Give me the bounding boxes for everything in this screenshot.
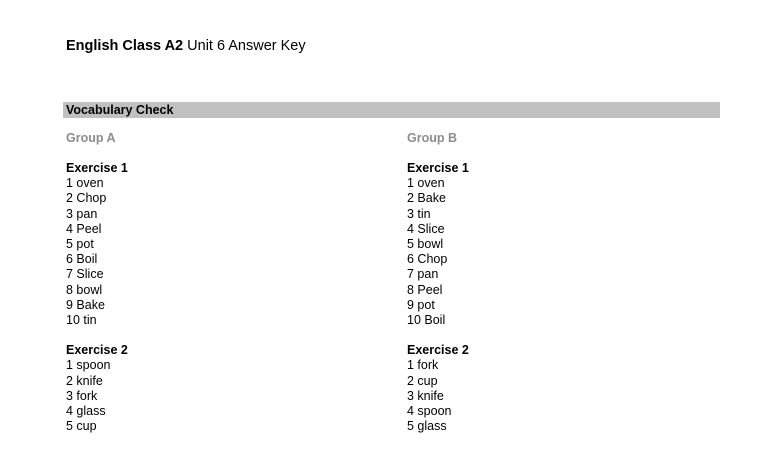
answer-line: 4 glass <box>66 404 106 419</box>
group-a-column <box>66 131 128 449</box>
answer-line: 5 bowl <box>407 237 444 252</box>
exercise-title: Exercise 2 <box>407 343 469 358</box>
exercise-title: Exercise 2 <box>66 343 128 358</box>
exercise-1 <box>407 161 469 328</box>
answer-line: 3 fork <box>66 388 98 403</box>
answer-line: 3 knife <box>407 388 444 403</box>
answer-line: 9 Bake <box>66 297 105 312</box>
answer-line: 10 tin <box>66 313 97 328</box>
answer-line: 8 Peel <box>407 282 443 297</box>
answer-line: 7 Slice <box>66 267 104 282</box>
exercise-title: Exercise 1 <box>66 161 128 175</box>
answer-line: 9 pot <box>407 297 435 312</box>
answer-line: 6 Boil <box>66 252 98 267</box>
answer-line: 8 bowl <box>66 282 103 297</box>
page-title-rest: Unit 6 Answer Key <box>183 38 306 54</box>
answer-line: 1 oven <box>66 176 104 191</box>
answer-line: 5 pot <box>66 237 94 252</box>
answer-line: 1 spoon <box>66 358 111 373</box>
section-header-label: Vocabulary Check <box>66 103 174 117</box>
section-header <box>63 102 720 118</box>
group-label: Group A <box>66 131 116 145</box>
answer-line: 2 knife <box>66 373 103 388</box>
answer-line: 10 Boil <box>407 313 446 328</box>
exercise-1 <box>66 161 128 328</box>
answer-line: 7 pan <box>407 267 439 282</box>
answer-line: 4 Slice <box>407 221 445 236</box>
answer-line: 5 cup <box>66 419 97 434</box>
exercise-title: Exercise 1 <box>407 161 469 175</box>
exercise-2 <box>66 343 128 434</box>
answer-line: 1 fork <box>407 358 439 373</box>
answer-line: 1 oven <box>407 176 445 191</box>
answer-line: 6 Chop <box>407 252 448 267</box>
answer-line: 2 cup <box>407 373 438 388</box>
exercise-2 <box>407 343 469 434</box>
group-b-column <box>407 131 469 449</box>
answer-line: 4 spoon <box>407 404 452 419</box>
answer-line: 2 Bake <box>407 191 446 206</box>
page-title-bold: English Class A2 <box>66 38 184 54</box>
answer-line: 2 Chop <box>66 191 107 206</box>
answer-line: 4 Peel <box>66 221 102 236</box>
page-title <box>66 37 306 55</box>
answer-line: 3 tin <box>407 206 431 221</box>
answer-line: 3 pan <box>66 206 98 221</box>
answer-line: 5 glass <box>407 419 447 434</box>
group-label: Group B <box>407 131 457 145</box>
